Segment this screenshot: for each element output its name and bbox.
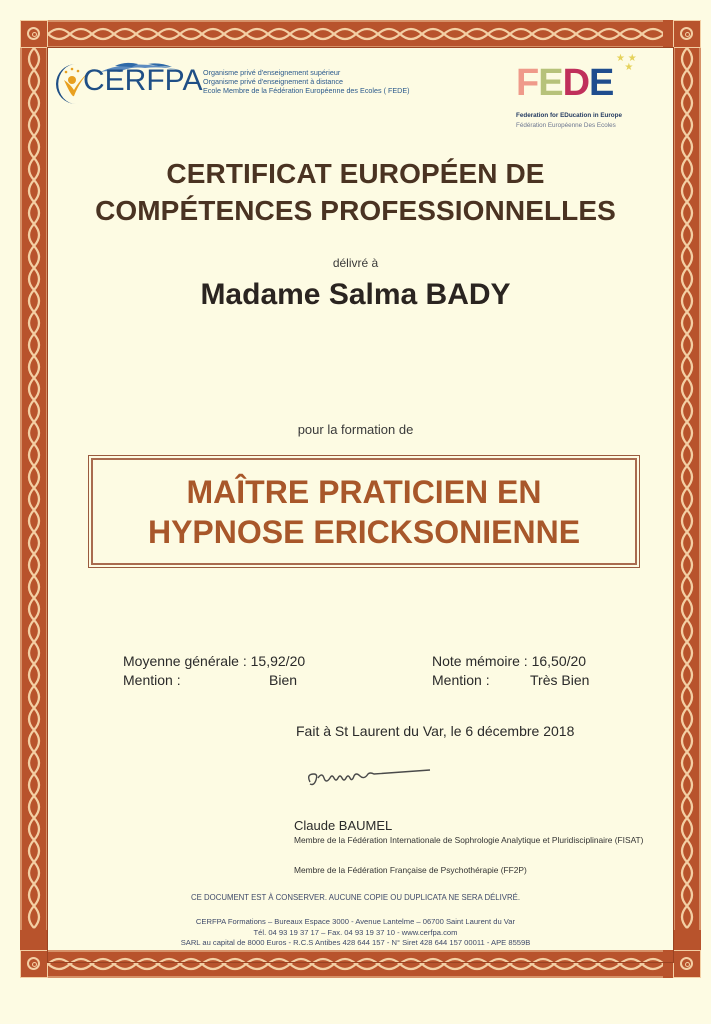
signature-icon [304, 762, 434, 792]
general-average: Moyenne générale : 15,92/20 [123, 653, 306, 669]
mention-label: Mention : [432, 672, 490, 688]
cerfpa-logo-text: CERFPA [83, 64, 203, 97]
footer-line: SARL au capital de 8000 Euros - R.C.S Antibes 428 644 157 - N° Siret 428 644 157 00011 - APE 8559B [180, 938, 531, 947]
border-corner-bottom-left [20, 950, 48, 978]
certificate-title [0, 155, 711, 229]
signer-affiliation: Membre de la Fédération Internationale de Sophrologie Analytique et Pluridisciplinaire (FISAT) [294, 835, 644, 845]
general-grade-block [123, 652, 305, 690]
border-corner-top-left [20, 20, 48, 48]
place-and-date: Fait à St Laurent du Var, le 6 décembre 2018 [296, 723, 575, 739]
fede-letter: D [562, 62, 590, 104]
footer-line: CERFPA Formations – Bureaux Espace 3000 - Avenue Lantelme – 06700 Saint Laurent du Var [195, 917, 516, 926]
signer-name: Claude BAUMEL [294, 818, 393, 833]
cerfpa-desc-line: Organisme privé d'enseignement à distance [203, 77, 344, 86]
border-rope-top [48, 20, 663, 48]
fede-letter: F [516, 62, 539, 104]
general-mention-value: Bien [269, 672, 298, 688]
mention-label: Mention : [123, 672, 181, 688]
fede-letter: E [589, 62, 614, 104]
fede-subtitle-en: Federation for EDucation in Europe [516, 112, 623, 119]
general-mention-row [123, 671, 305, 690]
delivered-to-label: délivré à [332, 256, 379, 270]
border-corner-bottom-right [673, 950, 701, 978]
recipient-name: Madame Salma BADY [200, 278, 511, 311]
memoire-grade: Note mémoire : 16,50/20 [432, 653, 587, 669]
certificate-title-line: CERTIFICAT EUROPÉEN DE [166, 158, 545, 189]
conservation-notice: CE DOCUMENT EST À CONSERVER. AUCUNE COPIE OU DUPLICATA NE SERA DÉLIVRÉ. [191, 893, 520, 902]
border-corner-top-right [673, 20, 701, 48]
signer-affiliation: Membre de la Fédération Française de Psychothérapie (FF2P) [294, 865, 527, 875]
memoire-mention-value: Très Bien [530, 672, 590, 688]
for-training-label: pour la formation de [297, 422, 414, 437]
cerfpa-desc-line: Ecole Membre de la Fédération Européenne des Ecoles ( FEDE) [203, 86, 410, 95]
course-title-box [88, 455, 640, 568]
course-title-line: MAÎTRE PRATICIEN EN [186, 473, 542, 510]
stars-icon: ★ ★ ★ [616, 53, 637, 73]
cerfpa-description [203, 68, 410, 95]
footer-line: Tél. 04 93 19 37 17 – Fax. 04 93 19 37 10 - www.cerfpa.com [253, 927, 458, 937]
memoire-mention-row [432, 671, 590, 690]
footer-address [0, 917, 711, 949]
fede-logo-letters [516, 64, 613, 102]
fede-subtitle-fr: Fédération Européenne Des Ecoles [516, 122, 616, 129]
course-title-line: HYPNOSE ERICKSONIENNE [147, 513, 581, 550]
certificate-title-line: COMPÉTENCES PROFESSIONNELLES [95, 195, 616, 226]
memoire-grade-block [432, 652, 590, 690]
fede-letter: E [538, 62, 563, 104]
fede-logo [512, 53, 642, 137]
cerfpa-desc-line: Organisme privé d'enseignement supérieur [203, 68, 341, 77]
